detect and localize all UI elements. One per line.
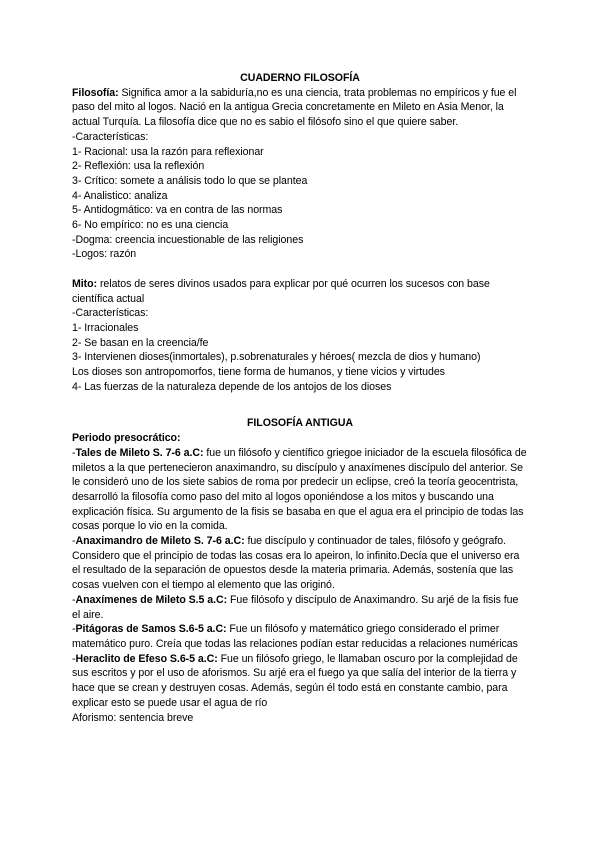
philosopher-text: fue un filósofo y científico griegoe iniciador de la escuela filosófica de miletos a la que pertenecieron anaximandro, su discípulo y anaxímenes discípulo del anterior. Se le consideró uno de los siete sabios de roma por predecir un eclipse, creó la teoría geocentrista, desarrolló la filosofía como paso del mito al logos oponiéndose a los mitos y buscando una explicación física. Su argumento de la fisis se basaba en que el agua era el principio de todas las cosas porque lo vio en la comida.	[72, 446, 527, 533]
philosopher-name: Pitágoras de Samos S.6-5 a.C:	[75, 623, 227, 636]
filosofia-line: 5- Antidogmático: va en contra de las normas	[72, 204, 283, 217]
filosofia-line: 6- No empírico: no es una ciencia	[72, 219, 229, 232]
philosopher-entry: -Pitágoras de Samos S.6-5 a.C: Fue un filósofo y matemático griego considerado el primer matemático puro. Creía que todas las relaciones podían estar reducidas a relaciones numéricas	[72, 623, 518, 650]
philosopher-entry: -Anaxímenes de Mileto S.5 a.C: Fue filósofo y discípulo de Anaximandro. Su arjé de la fisis fue el aire.	[72, 593, 519, 621]
philosopher-text: Fue un filósofo y matemático griego considerado el primer matemático puro. Creía que todas las relaciones podían estar reducidas a relaciones numéricas	[72, 623, 518, 650]
mito-line: Los dioses son antropomorfos, tiene forma de humanos, y tiene vicios y virtudes	[72, 366, 445, 379]
filosofia-definition	[72, 86, 528, 130]
philosopher-name: Anaximandro de Mileto S. 7-6 a.C:	[75, 535, 245, 548]
philosopher-entry: -Heraclito de Efeso S.6-5 a.C: Fue un filósofo griego, le llamaban oscuro por la complejidad de sus escritos y por el uso de aforismos. Su arjé era el fuego ya que salía del interior de la tierra y hace que se crean y destruyen cosas. Además, según él todo está en constante cambio, para explicar esto se puede usar el agua de río	[72, 652, 518, 709]
spacer	[72, 394, 528, 416]
philosopher-text: fue discípulo y continuador de tales, filósofo y geógrafo. Considero que el principio de todas las cosas era lo apeiron, lo infinito.Decía que el universo era el resultado de la separación de opuestos desde la materia primaria. Además, sostenía que las cosas vuelven con el tiempo al elemento que las originó.	[72, 535, 520, 592]
philosopher-entry: -Anaximandro de Mileto S. 7-6 a.C: fue discípulo y continuador de tales, filósofo y geógrafo. Considero que el principio de todas las cosas era lo apeiron, lo infinito.Decía que el universo era el resultado de la separación de opuestos desde la materia primaria. Además, sostenía que las cosas vuelven con el tiempo al elemento que las originó.	[72, 535, 520, 592]
filosofia-line: 3- Crítico: somete a análisis todo lo que se plantea	[72, 174, 308, 187]
mito-line: 3- Intervienen dioses(inmortales), p.sobrenaturales y héroes( mezcla de dios y humano)	[72, 351, 481, 364]
philosopher-entry: -Tales de Mileto S. 7-6 a.C: fue un filósofo y científico griegoe iniciador de la escuela filosófica de miletos a la que pertenecieron anaximandro, su discípulo y anaxímenes discípulo del anterior. Se le consideró uno de los siete sabios de roma por predecir un eclipse, creó la teoría geocentrista, desarrolló la filosofía como paso del mito al logos oponiéndose a los mitos y buscando una explicación física. Su argumento de la fisis se basaba en que el agua era el principio de todas las cosas porque lo vio en la comida.	[72, 446, 527, 533]
document-title: CUADERNO FILOSOFÍA	[240, 72, 360, 84]
filosofia-line: -Características:	[72, 130, 149, 143]
philosopher-name: Anaxímenes de Mileto S.5 a.C:	[75, 593, 228, 606]
mito-line: 1- Irracionales	[72, 321, 139, 334]
mito-definition-text: relatos de seres divinos usados para explicar por qué ocurren los sucesos con base científica actual	[72, 277, 490, 305]
mito-term: Mito:	[72, 277, 98, 290]
philosopher-name: Tales de Mileto S. 7-6 a.C:	[75, 446, 204, 459]
footer-note: Aforismo: sentencia breve	[72, 711, 194, 724]
filosofia-line: -Logos: razón	[72, 248, 137, 261]
philosopher-text: Fue filósofo y discípulo de Anaximandro. Su arjé de la fisis fue el aire.	[72, 593, 519, 621]
filosofia-definition-text: Significa amor a la sabiduría,no es una ciencia, trata problemas no empíricos y fue el paso del mito al logos. Nació en la antigua Grecia concretamente en Mileto en Asia Menor, la actual Turquía. La filosofía dice que no es sabio el filósofo sino el que quiere saber.	[72, 86, 517, 129]
philosopher-name: Heraclito de Efeso S.6-5 a.C:	[75, 652, 218, 665]
period-heading: Periodo presocrático:	[72, 432, 181, 445]
document-page	[72, 71, 528, 725]
filosofia-line: 1- Racional: usa la razón para reflexionar	[72, 145, 264, 158]
mito-line: 2- Se basan en la creencia/fe	[72, 336, 209, 349]
spacer	[72, 262, 528, 277]
filosofia-term: Filosofía:	[72, 86, 119, 99]
mito-line: -Características:	[72, 307, 149, 320]
mito-line: 4- Las fuerzas de la naturaleza depende de los antojos de los dioses	[72, 380, 392, 393]
section-heading: FILOSOFÍA ANTIGUA	[246, 417, 354, 430]
philosopher-text: Fue un filósofo griego, le llamaban oscuro por la complejidad de sus escritos y por el uso de aforismos. Su arjé era el fuego ya que salía del interior de la tierra y hace que se crean y destruyen cosas. Además, según él todo está en constante cambio, para explicar esto se puede usar el agua de río	[72, 652, 518, 709]
filosofia-line: 4- Analistico: analiza	[72, 189, 168, 202]
filosofia-line: -Dogma: creencia incuestionable de las religiones	[72, 233, 304, 246]
mito-definition	[72, 277, 528, 306]
filosofia-line: 2- Reflexión: usa la reflexión	[72, 160, 205, 173]
